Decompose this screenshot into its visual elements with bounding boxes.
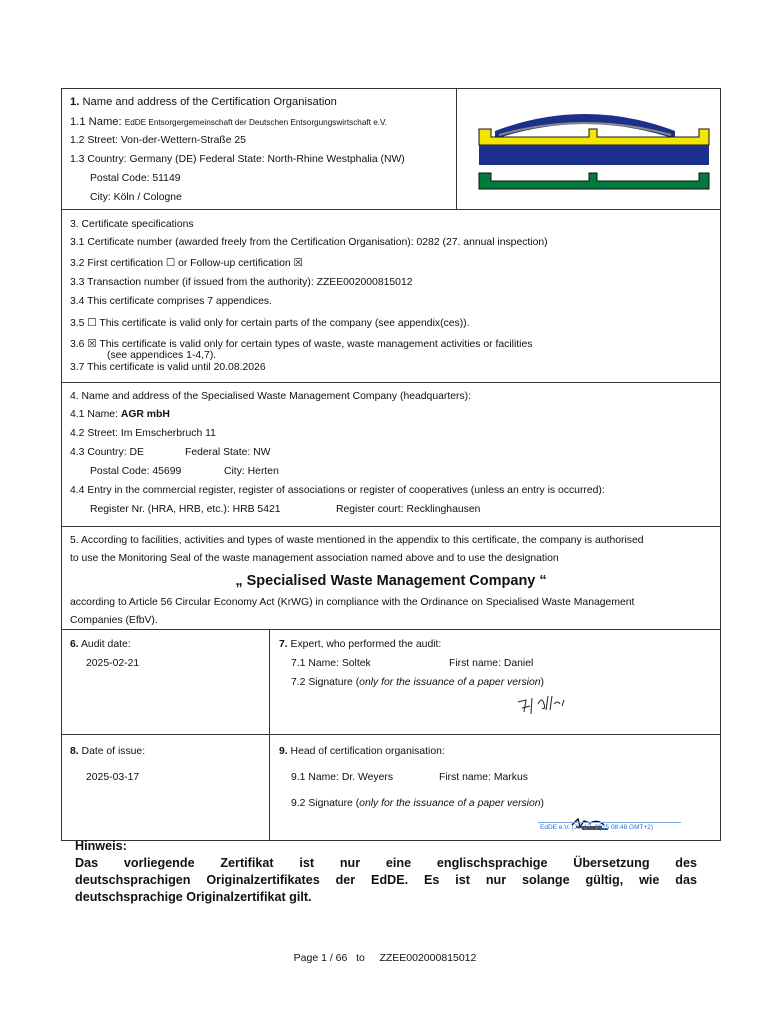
- authorisation-line-2: to use the Monitoring Seal of the waste management association named above and to use the designation: [70, 553, 559, 564]
- authorisation-line-1: 5. According to facilities, activities and types of waste mentioned in the appendix to this certificate, the company is authorised: [70, 535, 644, 546]
- audit-date-value: 2025-02-21: [86, 658, 140, 669]
- notice-title: Hinweis:: [75, 839, 127, 853]
- head-of-organisation-label: 9. Head of certification organisation:: [279, 746, 445, 757]
- section-authorisation: [62, 527, 720, 630]
- designation-title: „ Specialised Waste Management Company “: [235, 573, 547, 589]
- logo-cell: [456, 89, 722, 209]
- register-court: Register court: Recklinghausen: [336, 504, 481, 515]
- notice-line-3: deutschsprachige Originalzertifikat gilt.: [75, 890, 312, 904]
- certification-type: 3.2 First certification ☐ or Follow-up certification ☒: [70, 258, 303, 269]
- section-waste-management-company: [62, 383, 720, 527]
- issue-date-value: 2025-03-17: [86, 772, 140, 783]
- expert-first-name: First name: Daniel: [449, 658, 534, 669]
- org-city: City: Köln / Cologne: [90, 192, 182, 203]
- certificate-form: [61, 88, 721, 841]
- audit-date-label: 6. Audit date:: [70, 639, 131, 650]
- certificate-number: 3.1 Certificate number (awarded freely from the Certification Organisation): 0282 (27. annual inspection): [70, 237, 548, 248]
- section-1-heading: 1. Name and address of the Certification Organisation: [70, 96, 337, 108]
- company-street: 4.2 Street: Im Emscherbruch 11: [70, 428, 216, 439]
- expert-signature: [514, 690, 578, 720]
- company-country: 4.3 Country: DE: [70, 447, 144, 458]
- section-certificate-specifications: [62, 210, 720, 383]
- digital-stamp-underline: [538, 822, 681, 823]
- head-signature-label: 9.2 Signature (only for the issuance of a paper version): [291, 798, 545, 809]
- validity-parts: 3.5 ☐ This certificate is valid only for certain parts of the company (see appendix(ces)).: [70, 318, 470, 329]
- expert-label: 7. Expert, who performed the audit:: [279, 639, 442, 650]
- validity-waste-types-appendices: (see appendices 1-4,7).: [107, 350, 217, 361]
- org-name: 1.1 Name: EdDE Entsorgergemeinschaft der Deutschen Entsorgungswirtschaft e.V.: [70, 116, 388, 128]
- company-federal-state: Federal State: NW: [185, 447, 271, 458]
- notice-line-1: Das vorliegende Zertifikat ist nur eine englischsprachige Übersetzung des: [75, 856, 697, 870]
- digital-signature-stamp: EdDE e.V. (Jul 17, 2025 08:48 GMT+2): [540, 824, 654, 831]
- head-name: 9.1 Name: Dr. Weyers: [291, 772, 394, 783]
- company-city: City: Herten: [224, 466, 279, 477]
- expert-name: 7.1 Name: Soltek: [291, 658, 371, 669]
- edde-monitoring-seal-logo: [457, 89, 722, 209]
- authorisation-line-4: Companies (EfbV).: [70, 615, 158, 626]
- expert-signature-label: 7.2 Signature (only for the issuance of a paper version): [291, 677, 545, 688]
- section-certification-organisation: [62, 89, 720, 210]
- org-street: 1.2 Street: Von-der-Wettern-Straße 25: [70, 135, 246, 146]
- section-4-heading: 4. Name and address of the Specialised Waste Management Company (headquarters):: [70, 391, 472, 402]
- org-country: 1.3 Country: Germany (DE) Federal State: North-Rhine Westphalia (NW): [70, 154, 405, 165]
- authorisation-line-3: according to Article 56 Circular Economy Act (KrWG) in compliance with the Ordinance on Specialised Waste Management: [70, 597, 635, 608]
- valid-until: 3.7 This certificate is valid until 20.08.2026: [70, 362, 266, 373]
- section-audit: [62, 630, 720, 735]
- head-first-name: First name: Markus: [439, 772, 528, 783]
- validity-waste-types: 3.6 ☒ This certificate is valid only for certain types of waste, waste management activities or facilities: [70, 339, 533, 350]
- register-entry: 4.4 Entry in the commercial register, register of associations or register of cooperatives (unless an entry is occurred):: [70, 485, 605, 496]
- appendices-count: 3.4 This certificate comprises 7 appendices.: [70, 296, 272, 307]
- notice-block: [75, 838, 697, 906]
- company-postal-code: Postal Code: 45699: [90, 466, 182, 477]
- register-number: Register Nr. (HRA, HRB, etc.): HRB 5421: [90, 504, 281, 515]
- notice-line-2: deutschsprachigen Originalzertifikates der EdDE. Es ist nur solange gültig, wie das: [75, 873, 697, 887]
- transaction-number: 3.3 Transaction number (if issued from the authority): ZZEE002000815012: [70, 277, 413, 288]
- section-3-heading: 3. Certificate specifications: [70, 219, 194, 230]
- company-name: 4.1 Name: AGR mbH: [70, 409, 170, 420]
- org-postal-code: Postal Code: 51149: [90, 173, 181, 184]
- page-footer: Page 1 / 66 to ZZEE002000815012: [293, 952, 477, 964]
- issue-date-label: 8. Date of issue:: [70, 746, 146, 757]
